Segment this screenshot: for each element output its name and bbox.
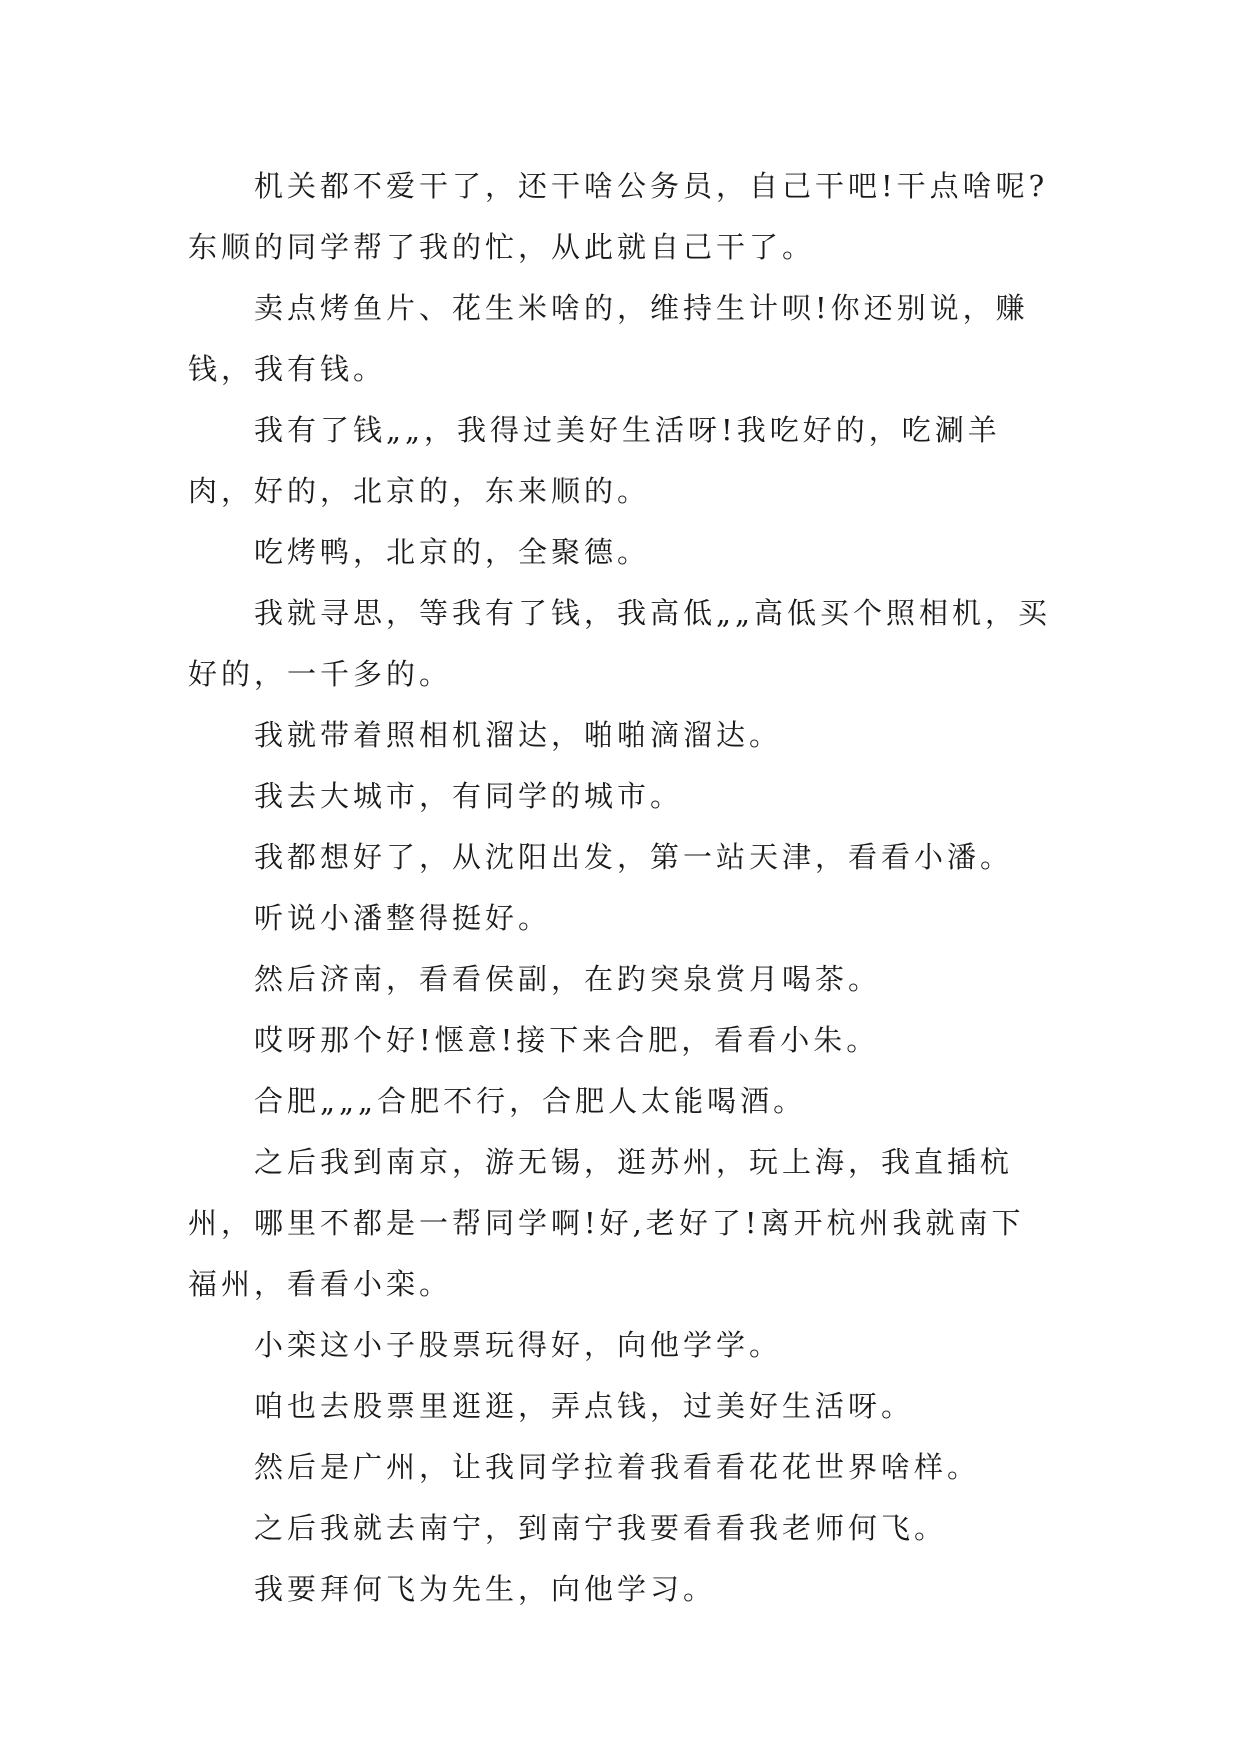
paragraph: 听说小潘整得挺好。 (254, 901, 552, 935)
paragraph: 咱也去股票里逛逛，弄点钱，过美好生活呀。 (254, 1389, 915, 1423)
paragraph: 然后济南，看看侯副，在趵突泉赏月喝茶。 (254, 962, 882, 996)
paragraph: 机关都不爱干了，还干啥公务员，自己干吧!干点啥呢?东顺的同学帮了我的忙，从此就自己干了。 (188, 169, 1049, 264)
paragraph: 我去大城市，有同学的城市。 (254, 779, 684, 813)
paragraph: 我有了钱„„，我得过美好生活呀!我吃好的，吃涮羊肉，好的，北京的，东来顺的。 (188, 413, 1001, 508)
paragraph: 吃烤鸭，北京的，全聚德。 (254, 535, 651, 569)
document-body (188, 156, 1053, 1620)
paragraph: 我就带着照相机溜达，啪啪滴溜达。 (254, 718, 783, 752)
paragraph: 小栾这小子股票玩得好，向他学学。 (254, 1328, 783, 1362)
paragraph: 之后我就去南宁，到南宁我要看看我老师何飞。 (254, 1511, 948, 1545)
paragraph: 我都想好了，从沈阳出发，第一站天津，看看小潘。 (254, 840, 1014, 874)
paragraph: 合肥„„„合肥不行，合肥人太能喝酒。 (254, 1084, 807, 1118)
paragraph: 我就寻思，等我有了钱，我高低„„高低买个照相机，买好的，一千多的。 (188, 596, 1052, 691)
paragraph: 之后我到南京，游无锡，逛苏州，玩上海，我直插杭州，哪里不都是一帮同学啊!好,老好了!离开杭州我就南下福州，看看小栾。 (188, 1145, 1025, 1301)
paragraph: 我要拜何飞为先生，向他学习。 (254, 1572, 717, 1606)
paragraph: 然后是广州，让我同学拉着我看看花花世界啥样。 (254, 1450, 981, 1484)
paragraph: 卖点烤鱼片、花生米啥的，维持生计呗!你还别说，赚钱，我有钱。 (188, 291, 1029, 386)
paragraph: 哎呀那个好!惬意!接下来合肥，看看小朱。 (254, 1023, 880, 1057)
